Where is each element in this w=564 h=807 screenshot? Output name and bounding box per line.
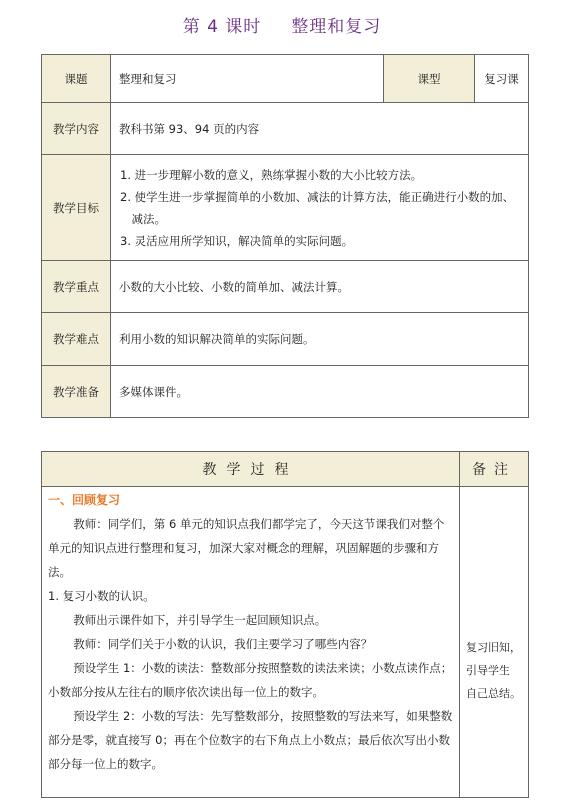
section-heading: 一、回顾复习 — [48, 493, 121, 507]
content-label: 教学内容 — [42, 103, 111, 155]
difficulty-label: 教学难点 — [42, 313, 111, 366]
content-value: 教科书第 93、94 页的内容 — [111, 103, 529, 155]
prep-label: 教学准备 — [42, 366, 111, 418]
key-label: 教学重点 — [42, 261, 111, 313]
process-header: 教学过程 — [42, 452, 460, 487]
goal-item: 1. 进一步理解小数的意义，熟练掌握小数的大小比较方法。 — [120, 167, 423, 182]
note-line: 引导学生 — [466, 664, 510, 677]
type-value: 复习课 — [475, 55, 529, 103]
goal-item: 2. 使学生进一步掌握简单的小数加、减法的计算方法，能正确进行小数的加、减法。 — [120, 189, 515, 226]
paragraph: 教师出示课件如下，并引导学生一起回顾知识点。 — [73, 613, 327, 627]
paragraph: 教师：同学们，第 6 单元的知识点我们都学完了，今天这节课我们对整个单元的知识点进行整理和复习，加深大家对概念的理解，巩固解题的步骤和方法。 — [48, 517, 445, 579]
topic-value: 整理和复习 — [111, 55, 384, 103]
note-text — [466, 636, 527, 705]
note-line: 复习旧知， — [466, 641, 521, 654]
lesson-title: 整理和复习 — [291, 17, 382, 37]
paragraph: 教师：同学们关于小数的认识，我们主要学习了哪些内容？ — [73, 637, 373, 651]
goal-item: 3. 灵活应用所学知识，解决简单的实际问题。 — [120, 233, 354, 248]
note-line: 自己总结。 — [466, 687, 521, 700]
process-body — [42, 487, 460, 798]
goals-label: 教学目标 — [42, 155, 111, 261]
lesson-info-table — [41, 54, 529, 418]
prep-value: 多媒体课件。 — [111, 366, 529, 418]
difficulty-value: 利用小数的知识解决简单的实际问题。 — [111, 313, 529, 366]
lesson-number: 第 4 课时 — [182, 17, 262, 37]
key-value: 小数的大小比较、小数的简单加、减法计算。 — [111, 261, 529, 313]
page-title — [0, 12, 564, 37]
note-header: 备注 — [460, 452, 529, 487]
paragraph: 预设学生 2：小数的写法：先写整数部分，按照整数的写法来写，如果整数部分是零，就直接写 0；再在个位数字的右下角点上小数点；最后依次写出小数部分每一位上的数字。 — [48, 709, 453, 771]
goals-cell — [111, 155, 529, 261]
process-table — [41, 451, 529, 798]
note-cell — [460, 487, 529, 798]
topic-label: 课题 — [42, 55, 111, 103]
paragraph: 预设学生 1：小数的读法：整数部分按照整数的读法来读；小数点读作点；小数部分按从左往右的顺序依次读出每一位上的数字。 — [48, 661, 453, 699]
paragraph: 1. 复习小数的认识。 — [48, 589, 155, 603]
goals-list — [112, 164, 527, 252]
type-label: 课型 — [384, 55, 475, 103]
